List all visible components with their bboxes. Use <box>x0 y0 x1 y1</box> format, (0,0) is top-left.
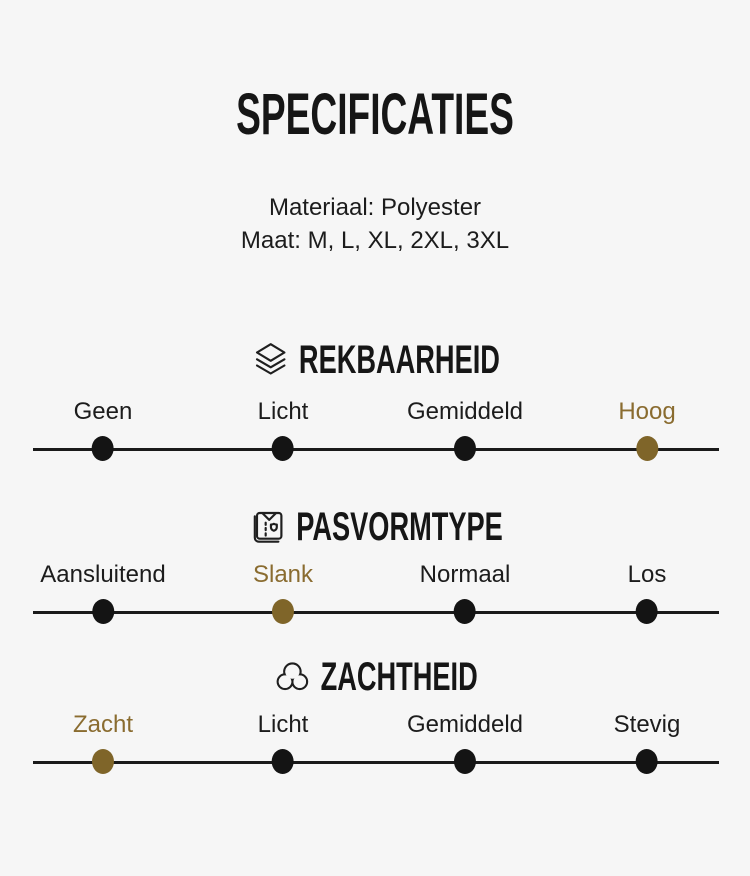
scale-dot <box>272 749 294 774</box>
scale-option-label: Gemiddeld <box>406 711 524 738</box>
scale-option <box>618 398 675 461</box>
scale-dot <box>636 599 658 624</box>
scale-option <box>74 398 133 461</box>
scale-option-label: Aansluitend <box>40 561 166 588</box>
scale-dot <box>454 749 476 774</box>
scale-dot <box>636 436 658 461</box>
scale-option-label: Hoog <box>618 398 676 425</box>
page-title <box>0 82 750 147</box>
scale-option <box>40 561 165 624</box>
scale-option <box>73 711 133 774</box>
scale-option-label: Geen <box>73 398 133 425</box>
scale-option-label: Gemiddeld <box>406 398 524 425</box>
scale-option <box>614 711 681 774</box>
layers-icon <box>250 340 290 380</box>
scale-dot <box>636 749 658 774</box>
shirt-icon <box>248 507 288 547</box>
section-heading <box>0 655 750 699</box>
scale-option <box>253 561 313 624</box>
scale-dot <box>272 599 294 624</box>
section-heading <box>0 338 750 382</box>
scale-option-label: Stevig <box>613 711 681 738</box>
scale-dot <box>272 436 294 461</box>
scale-line <box>33 448 719 451</box>
scale-option-label: Slank <box>252 561 314 588</box>
scale-option <box>258 711 309 774</box>
section-heading <box>0 505 750 549</box>
sizes-line: Maat: M, L, XL, 2XL, 3XL <box>240 227 510 254</box>
scale-option-label: Zacht <box>72 711 134 738</box>
material-line: Materiaal: Polyester <box>268 194 482 221</box>
scale-option-label: Normaal <box>419 561 511 588</box>
product-details <box>0 191 750 257</box>
scale-option <box>407 711 523 774</box>
section-zachtheid <box>0 655 750 781</box>
scale-dot <box>92 436 114 461</box>
scale-dot <box>92 749 114 774</box>
rekbaarheid-scale <box>0 398 750 468</box>
section-title: ZACHTHEID <box>320 655 478 699</box>
scale-option-label: Licht <box>257 711 309 738</box>
scale-option <box>258 398 309 461</box>
section-title: REKBAARHEID <box>298 338 500 382</box>
section-rekbaarheid <box>0 338 750 468</box>
scale-option <box>420 561 511 624</box>
scale-option <box>407 398 523 461</box>
section-title: PASVORMTYPE <box>295 505 503 549</box>
scale-option <box>628 561 667 624</box>
section-pasvormtype <box>0 505 750 631</box>
scale-option-label: Los <box>627 561 667 588</box>
page-title-text: SPECIFICATIES <box>236 82 514 147</box>
scale-dot <box>92 599 114 624</box>
scale-option-label: Licht <box>257 398 309 425</box>
pasvormtype-scale <box>0 561 750 631</box>
scale-dot <box>454 599 476 624</box>
cloud-icon <box>272 657 312 697</box>
scale-dot <box>454 436 476 461</box>
zachtheid-scale <box>0 711 750 781</box>
